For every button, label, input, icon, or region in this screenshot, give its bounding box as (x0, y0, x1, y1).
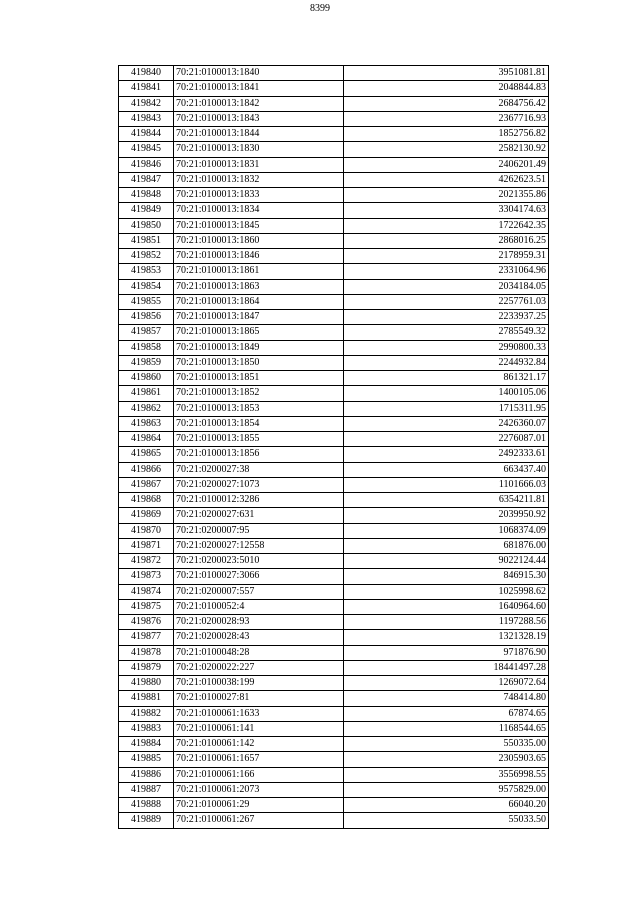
table-body (119, 66, 549, 829)
cadastral-number-cell: 70:21:0200027:1073 (174, 477, 344, 492)
cadastral-number-cell: 70:21:0100013:1849 (174, 340, 344, 355)
table-row (119, 203, 549, 218)
row-id-cell: 419864 (119, 432, 174, 447)
row-id-cell: 419844 (119, 127, 174, 142)
amount-cell: 66040.20 (344, 798, 549, 813)
row-id-cell: 419850 (119, 218, 174, 233)
amount-cell: 1068374.09 (344, 523, 549, 538)
amount-cell: 1101666.03 (344, 477, 549, 492)
row-id-cell: 419849 (119, 203, 174, 218)
row-id-cell: 419846 (119, 157, 174, 172)
table-row (119, 721, 549, 736)
cadastral-number-cell: 70:21:0100061:142 (174, 737, 344, 752)
amount-cell: 2178959.31 (344, 249, 549, 264)
row-id-cell: 419863 (119, 416, 174, 431)
row-id-cell: 419868 (119, 493, 174, 508)
row-id-cell: 419886 (119, 767, 174, 782)
amount-cell: 2582130.92 (344, 142, 549, 157)
cadastral-number-cell: 70:21:0100061:1657 (174, 752, 344, 767)
row-id-cell: 419855 (119, 294, 174, 309)
amount-cell: 1025998.62 (344, 584, 549, 599)
cadastral-number-cell: 70:21:0100013:1845 (174, 218, 344, 233)
row-id-cell: 419841 (119, 81, 174, 96)
amount-cell: 2367716.93 (344, 111, 549, 126)
table-row (119, 767, 549, 782)
row-id-cell: 419887 (119, 782, 174, 797)
table-row (119, 584, 549, 599)
row-id-cell: 419870 (119, 523, 174, 538)
row-id-cell: 419845 (119, 142, 174, 157)
amount-cell: 3304174.63 (344, 203, 549, 218)
cadastral-number-cell: 70:21:0100013:1865 (174, 325, 344, 340)
table-row (119, 660, 549, 675)
row-id-cell: 419889 (119, 813, 174, 828)
amount-cell: 2684756.42 (344, 96, 549, 111)
cadastral-number-cell: 70:21:0200007:95 (174, 523, 344, 538)
cadastral-number-cell: 70:21:0100013:1843 (174, 111, 344, 126)
amount-cell: 3951081.81 (344, 66, 549, 81)
cadastral-number-cell: 70:21:0100013:1861 (174, 264, 344, 279)
cadastral-number-cell: 70:21:0200023:5010 (174, 554, 344, 569)
row-id-cell: 419882 (119, 706, 174, 721)
row-id-cell: 419848 (119, 188, 174, 203)
cadastral-number-cell: 70:21:0100013:1831 (174, 157, 344, 172)
cadastral-number-cell: 70:21:0100061:29 (174, 798, 344, 813)
cadastral-number-cell: 70:21:0200028:93 (174, 615, 344, 630)
amount-cell: 748414.80 (344, 691, 549, 706)
amount-cell: 2492333.61 (344, 447, 549, 462)
table-row (119, 599, 549, 614)
table-row (119, 355, 549, 370)
cadastral-number-cell: 70:21:0100013:1850 (174, 355, 344, 370)
amount-cell: 1852756.82 (344, 127, 549, 142)
table-row (119, 157, 549, 172)
row-id-cell: 419884 (119, 737, 174, 752)
row-id-cell: 419877 (119, 630, 174, 645)
table-row (119, 630, 549, 645)
row-id-cell: 419859 (119, 355, 174, 370)
cadastral-number-cell: 70:21:0100013:1833 (174, 188, 344, 203)
table-row (119, 371, 549, 386)
amount-cell: 3556998.55 (344, 767, 549, 782)
table-row (119, 386, 549, 401)
cadastral-number-cell: 70:21:0100013:1855 (174, 432, 344, 447)
cadastral-number-cell: 70:21:0100013:1854 (174, 416, 344, 431)
row-id-cell: 419869 (119, 508, 174, 523)
amount-cell: 846915.30 (344, 569, 549, 584)
table-row (119, 752, 549, 767)
row-id-cell: 419885 (119, 752, 174, 767)
table-row (119, 691, 549, 706)
row-id-cell: 419875 (119, 599, 174, 614)
cadastral-number-cell: 70:21:0100013:1846 (174, 249, 344, 264)
amount-cell: 861321.17 (344, 371, 549, 386)
row-id-cell: 419856 (119, 310, 174, 325)
cadastral-number-cell: 70:21:0100027:81 (174, 691, 344, 706)
amount-cell: 1197288.56 (344, 615, 549, 630)
cadastral-number-cell: 70:21:0100013:1830 (174, 142, 344, 157)
cadastral-number-cell: 70:21:0200028:43 (174, 630, 344, 645)
row-id-cell: 419888 (119, 798, 174, 813)
cadastral-number-cell: 70:21:0200027:38 (174, 462, 344, 477)
row-id-cell: 419881 (119, 691, 174, 706)
table-row (119, 340, 549, 355)
row-id-cell: 419874 (119, 584, 174, 599)
row-id-cell: 419880 (119, 676, 174, 691)
row-id-cell: 419858 (119, 340, 174, 355)
row-id-cell: 419861 (119, 386, 174, 401)
cadastral-number-cell: 70:21:0100013:1852 (174, 386, 344, 401)
table-row (119, 493, 549, 508)
amount-cell: 2406201.49 (344, 157, 549, 172)
amount-cell: 1400105.06 (344, 386, 549, 401)
cadastral-number-cell: 70:21:0100013:1842 (174, 96, 344, 111)
table-row (119, 569, 549, 584)
amount-cell: 9022124.44 (344, 554, 549, 569)
cadastral-number-cell: 70:21:0100061:1633 (174, 706, 344, 721)
amount-cell: 2305903.65 (344, 752, 549, 767)
table-row (119, 111, 549, 126)
table-row (119, 737, 549, 752)
amount-cell: 2233937.25 (344, 310, 549, 325)
amount-cell: 2021355.86 (344, 188, 549, 203)
row-id-cell: 419852 (119, 249, 174, 264)
table-row (119, 218, 549, 233)
cadastral-number-cell: 70:21:0100013:1860 (174, 233, 344, 248)
cadastral-number-cell: 70:21:0200022:227 (174, 660, 344, 675)
table-row (119, 538, 549, 553)
row-id-cell: 419878 (119, 645, 174, 660)
table-row (119, 477, 549, 492)
cadastral-number-cell: 70:21:0200027:12558 (174, 538, 344, 553)
cadastral-number-cell: 70:21:0100013:1851 (174, 371, 344, 386)
table-row (119, 645, 549, 660)
table-row (119, 127, 549, 142)
table-row (119, 554, 549, 569)
row-id-cell: 419872 (119, 554, 174, 569)
row-id-cell: 419865 (119, 447, 174, 462)
amount-cell: 67874.65 (344, 706, 549, 721)
cadastral-number-cell: 70:21:0100013:1832 (174, 172, 344, 187)
amount-cell: 971876.90 (344, 645, 549, 660)
table-row (119, 416, 549, 431)
amount-cell: 6354211.81 (344, 493, 549, 508)
table-row (119, 508, 549, 523)
cadastral-number-cell: 70:21:0100013:1840 (174, 66, 344, 81)
amount-cell: 1722642.35 (344, 218, 549, 233)
amount-cell: 681876.00 (344, 538, 549, 553)
table-row (119, 432, 549, 447)
cadastral-number-cell: 70:21:0100027:3066 (174, 569, 344, 584)
amount-cell: 2426360.07 (344, 416, 549, 431)
amount-cell: 2276087.01 (344, 432, 549, 447)
amount-cell: 2048844.83 (344, 81, 549, 96)
amount-cell: 9575829.00 (344, 782, 549, 797)
row-id-cell: 419867 (119, 477, 174, 492)
cadastral-number-cell: 70:21:0100038:199 (174, 676, 344, 691)
table-row (119, 172, 549, 187)
table-row (119, 523, 549, 538)
table-row (119, 294, 549, 309)
cadastral-number-cell: 70:21:0100052:4 (174, 599, 344, 614)
cadastral-number-cell: 70:21:0100061:2073 (174, 782, 344, 797)
amount-cell: 2868016.25 (344, 233, 549, 248)
table-row (119, 310, 549, 325)
row-id-cell: 419840 (119, 66, 174, 81)
amount-cell: 4262623.51 (344, 172, 549, 187)
cadastral-number-cell: 70:21:0100013:1834 (174, 203, 344, 218)
amount-cell: 1321328.19 (344, 630, 549, 645)
table-row (119, 706, 549, 721)
table-row (119, 249, 549, 264)
amount-cell: 2034184.05 (344, 279, 549, 294)
table-row (119, 81, 549, 96)
cadastral-number-cell: 70:21:0100048:28 (174, 645, 344, 660)
row-id-cell: 419857 (119, 325, 174, 340)
amount-cell: 2785549.32 (344, 325, 549, 340)
table-row (119, 813, 549, 828)
row-id-cell: 419847 (119, 172, 174, 187)
cadastral-number-cell: 70:21:0200027:631 (174, 508, 344, 523)
cadastral-number-cell: 70:21:0100061:166 (174, 767, 344, 782)
cadastral-number-cell: 70:21:0100013:1847 (174, 310, 344, 325)
table-row (119, 462, 549, 477)
table-row (119, 325, 549, 340)
amount-cell: 1715311.95 (344, 401, 549, 416)
cadastral-number-cell: 70:21:0100013:1844 (174, 127, 344, 142)
row-id-cell: 419873 (119, 569, 174, 584)
amount-cell: 663437.40 (344, 462, 549, 477)
amount-cell: 2257761.03 (344, 294, 549, 309)
row-id-cell: 419879 (119, 660, 174, 675)
page-number: 8399 (310, 3, 330, 14)
cadastral-number-cell: 70:21:0200007:557 (174, 584, 344, 599)
table-row (119, 142, 549, 157)
amount-cell: 1168544.65 (344, 721, 549, 736)
row-id-cell: 419883 (119, 721, 174, 736)
row-id-cell: 419860 (119, 371, 174, 386)
row-id-cell: 419862 (119, 401, 174, 416)
cadastral-number-cell: 70:21:0100012:3286 (174, 493, 344, 508)
cadastral-number-cell: 70:21:0100061:267 (174, 813, 344, 828)
cadastral-number-cell: 70:21:0100013:1863 (174, 279, 344, 294)
table-row (119, 615, 549, 630)
cadastral-number-cell: 70:21:0100013:1856 (174, 447, 344, 462)
amount-cell: 550335.00 (344, 737, 549, 752)
cadastral-number-cell: 70:21:0100013:1841 (174, 81, 344, 96)
table-row (119, 96, 549, 111)
table-row (119, 188, 549, 203)
amount-cell: 2990800.33 (344, 340, 549, 355)
cadastral-number-cell: 70:21:0100061:141 (174, 721, 344, 736)
row-id-cell: 419871 (119, 538, 174, 553)
amount-cell: 2244932.84 (344, 355, 549, 370)
amount-cell: 55033.50 (344, 813, 549, 828)
row-id-cell: 419843 (119, 111, 174, 126)
amount-cell: 2331064.96 (344, 264, 549, 279)
table-row (119, 264, 549, 279)
table-row (119, 279, 549, 294)
row-id-cell: 419854 (119, 279, 174, 294)
amount-cell: 18441497.28 (344, 660, 549, 675)
table-row (119, 798, 549, 813)
property-table (118, 65, 549, 829)
row-id-cell: 419853 (119, 264, 174, 279)
table-row (119, 447, 549, 462)
table-row (119, 233, 549, 248)
table-row (119, 66, 549, 81)
row-id-cell: 419851 (119, 233, 174, 248)
cadastral-number-cell: 70:21:0100013:1853 (174, 401, 344, 416)
row-id-cell: 419842 (119, 96, 174, 111)
row-id-cell: 419866 (119, 462, 174, 477)
cadastral-number-cell: 70:21:0100013:1864 (174, 294, 344, 309)
row-id-cell: 419876 (119, 615, 174, 630)
table-row (119, 401, 549, 416)
amount-cell: 1269072.64 (344, 676, 549, 691)
amount-cell: 2039950.92 (344, 508, 549, 523)
table-row (119, 676, 549, 691)
table-row (119, 782, 549, 797)
amount-cell: 1640964.60 (344, 599, 549, 614)
